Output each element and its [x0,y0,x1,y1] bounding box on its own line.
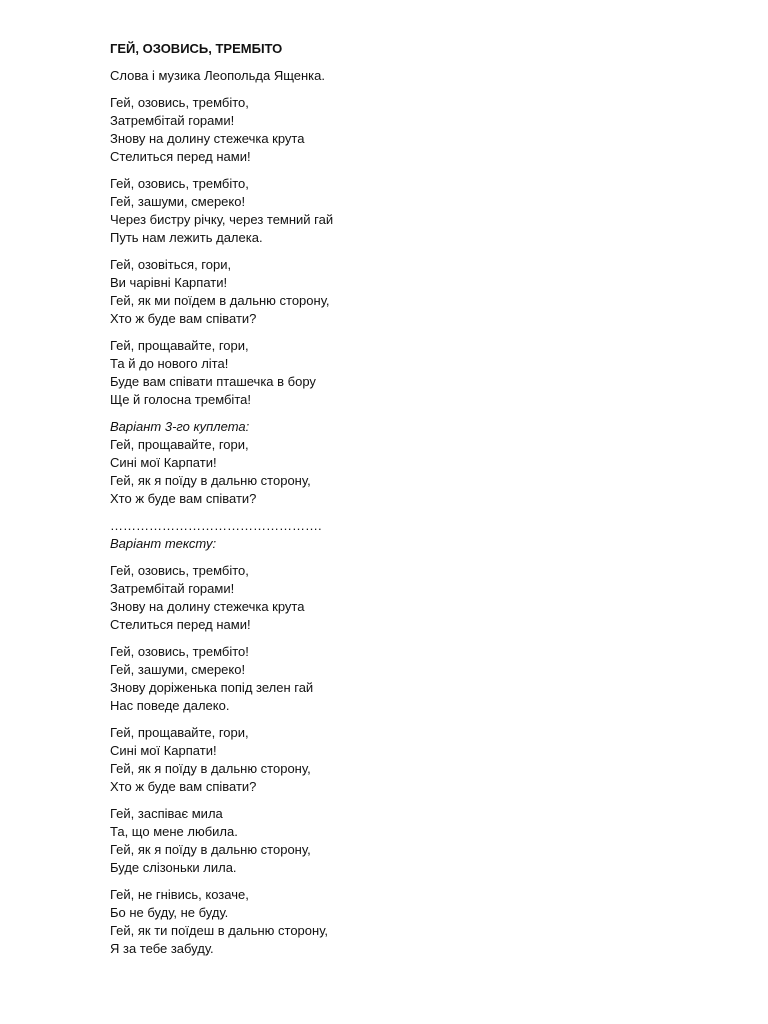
verse-1 [110,94,710,166]
verse-line: Сині мої Карпати! [110,743,217,758]
verse-line: Гей, прощавайте, гори, [110,338,249,353]
credits-line: Слова і музика Леопольда Ященка. [110,68,325,83]
verse-line: Гей, озовись, трембіто, [110,95,249,110]
verse-line: Через бистру річку, через темний гай [110,212,334,227]
verse-line: Буде вам співати пташечка в бору [110,374,316,389]
verse-line: Затрембітай горами! [110,581,235,596]
variant-3-heading: Варіант 3-го куплета: [110,419,250,434]
verse-line: Та й до нового літа! [110,356,229,371]
verse-line: Хто ж буде вам співати? [110,779,257,794]
verse-line: Хто ж буде вам співати? [110,311,257,326]
verse-line: Ви чарівні Карпати! [110,275,228,290]
verse-line: Гей, зашуми, смереко! [110,194,246,209]
verse-line: Сині мої Карпати! [110,455,217,470]
dotted-separator: …………………………………………. [110,518,322,533]
variant-verse-1 [110,562,710,634]
variant-verse-5 [110,886,710,958]
variant-3-verse [110,418,710,508]
document-page [110,40,710,967]
verse-2 [110,175,710,247]
verse-line: Знову доріженька попід зелен гай [110,680,314,695]
song-title: ГЕЙ, ОЗОВИСЬ, ТРЕМБІТО [110,41,283,56]
verse-line: Та, що мене любила. [110,824,238,839]
variant-verse-2 [110,643,710,715]
verse-line: Гей, як я поїду в дальню сторону, [110,761,311,776]
variant-text-header [110,517,710,553]
verse-line: Гей, не гнівись, козаче, [110,887,249,902]
verse-line: Гей, озовіться, гори, [110,257,232,272]
verse-line: Гей, озовись, трембіто, [110,176,249,191]
verse-line: Знову на долину стежечка крута [110,131,305,146]
verse-4 [110,337,710,409]
verse-line: Гей, як ти поїдеш в дальню сторону, [110,923,329,938]
verse-line: Гей, як я поїду в дальню сторону, [110,842,311,857]
verse-line: Нас поведе далеко. [110,698,230,713]
verse-line: Я за тебе забуду. [110,941,214,956]
verse-line: Гей, заспіває мила [110,806,223,821]
variant-verse-3 [110,724,710,796]
verse-line: Гей, озовись, трембіто, [110,563,249,578]
verse-line: Хто ж буде вам співати? [110,491,257,506]
verse-line: Буде слізоньки лила. [110,860,237,875]
verse-line: Знову на долину стежечка крута [110,599,305,614]
verse-line: Затрембітай горами! [110,113,235,128]
verse-line: Бо не буду, не буду. [110,905,229,920]
verse-line: Гей, зашуми, смереко! [110,662,246,677]
verse-line: Ще й голосна трембіта! [110,392,251,407]
verse-line: Путь нам лежить далека. [110,230,263,245]
verse-3 [110,256,710,328]
verse-line: Гей, як ми поїдем в дальню сторону, [110,293,330,308]
verse-line: Стелиться перед нами! [110,617,251,632]
variant-verse-4 [110,805,710,877]
verse-line: Гей, прощавайте, гори, [110,437,249,452]
verse-line: Гей, як я поїду в дальню сторону, [110,473,311,488]
verse-line: Гей, прощавайте, гори, [110,725,249,740]
verse-line: Стелиться перед нами! [110,149,251,164]
verse-line: Гей, озовись, трембіто! [110,644,249,659]
variant-text-heading: Варіант тексту: [110,536,217,551]
